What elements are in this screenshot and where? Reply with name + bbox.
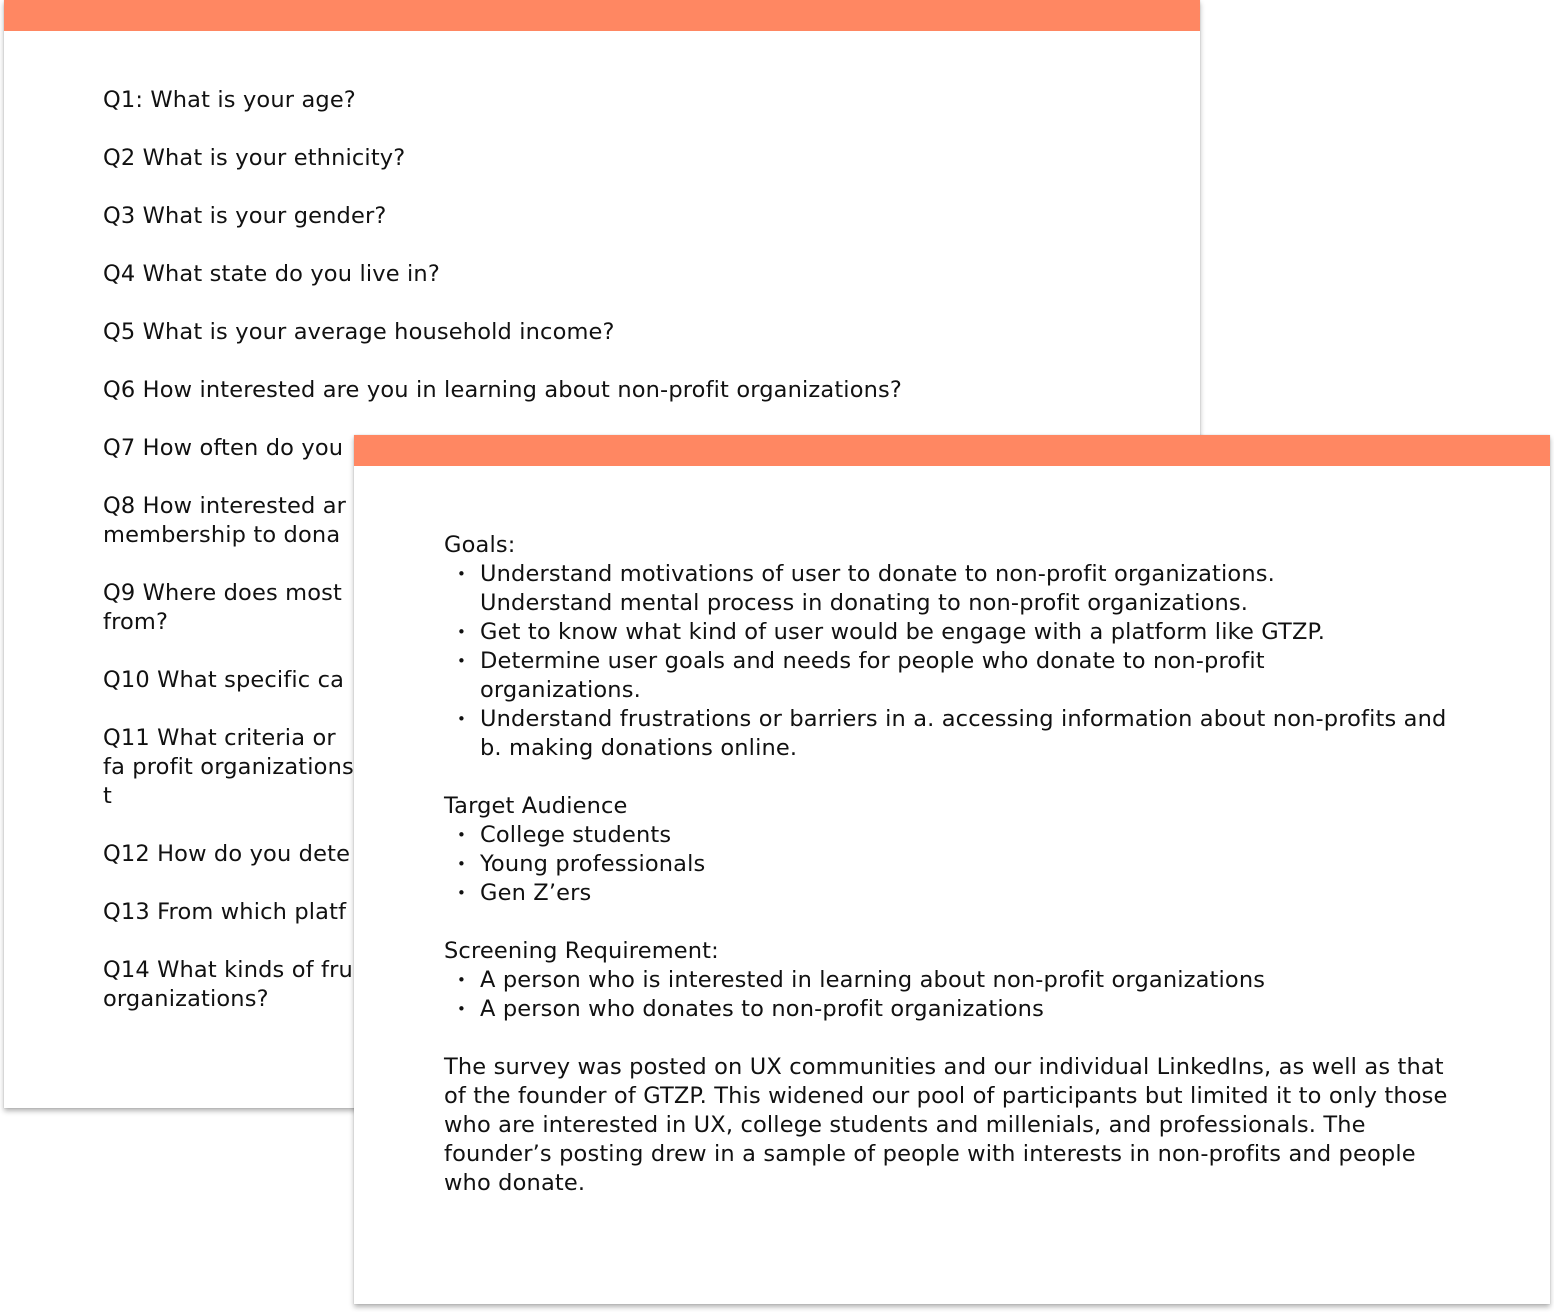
goals-section [444, 531, 1464, 763]
goal-item: • Understand frustrations or barriers in a. accessing information about non-profits and b. making donations online. [444, 705, 1464, 763]
screening-list [444, 966, 1464, 1024]
question-item: Q13 From which platf [103, 899, 347, 925]
research-plan-content [444, 531, 1464, 1198]
screening-section [444, 937, 1464, 1024]
question-item: Q11 What criteria or fa profit organizations t [103, 725, 354, 809]
screening-item: • A person who is interested in learning about non-profit organizations [444, 966, 1464, 995]
question-item: Q12 How do you dete [103, 841, 351, 867]
question-item: Q6 How interested are you in learning about non-profit organizations? [103, 377, 902, 403]
research-plan-card [354, 435, 1550, 1304]
question-item: Q4 What state do you live in? [103, 261, 440, 287]
screening-heading: Screening Requirement: [444, 938, 719, 964]
screening-item: • A person who donates to non-profit organizations [444, 995, 1464, 1024]
question-item: Q8 How interested ar membership to dona [103, 493, 347, 548]
question-item: Q10 What specific ca [103, 667, 345, 693]
audience-item: • Young professionals [444, 850, 1464, 879]
card-accent-bar [354, 435, 1550, 466]
goal-item: • Get to know what kind of user would be engage with a platform like GTZP. [444, 618, 1464, 647]
goals-heading: Goals: [444, 532, 516, 558]
question-item: Q3 What is your gender? [103, 203, 387, 229]
card-accent-bar [4, 0, 1200, 31]
survey-distribution-summary: The survey was posted on UX communities and our individual LinkedIns, as well as that of the founder of GTZP. This widened our pool of participants but limited it to only those who are interested in UX, college students and millenials, and professionals. The founder’s posting drew in a sample of people with interests in non-profits and people who donate. [444, 1054, 1448, 1196]
audience-list [444, 821, 1464, 908]
question-item: Q9 Where does most from? [103, 580, 342, 635]
audience-heading: Target Audience [444, 793, 628, 819]
question-item: Q7 How often do you [103, 435, 344, 461]
goal-item: • Understand motivations of user to donate to non-profit organizations. Understand mental process in donating to non-profit organizations. [444, 560, 1464, 618]
question-item: Q2 What is your ethnicity? [103, 145, 406, 171]
question-item: Q1: What is your age? [103, 87, 356, 113]
question-item: Q14 What kinds of fru organizations? [103, 957, 353, 1012]
audience-section [444, 792, 1464, 908]
audience-item: • College students [444, 821, 1464, 850]
question-item: Q5 What is your average household income? [103, 319, 615, 345]
audience-item: • Gen Z’ers [444, 879, 1464, 908]
goal-item: • Determine user goals and needs for people who donate to non-profit organizations. [444, 647, 1340, 705]
goals-list [444, 560, 1464, 763]
